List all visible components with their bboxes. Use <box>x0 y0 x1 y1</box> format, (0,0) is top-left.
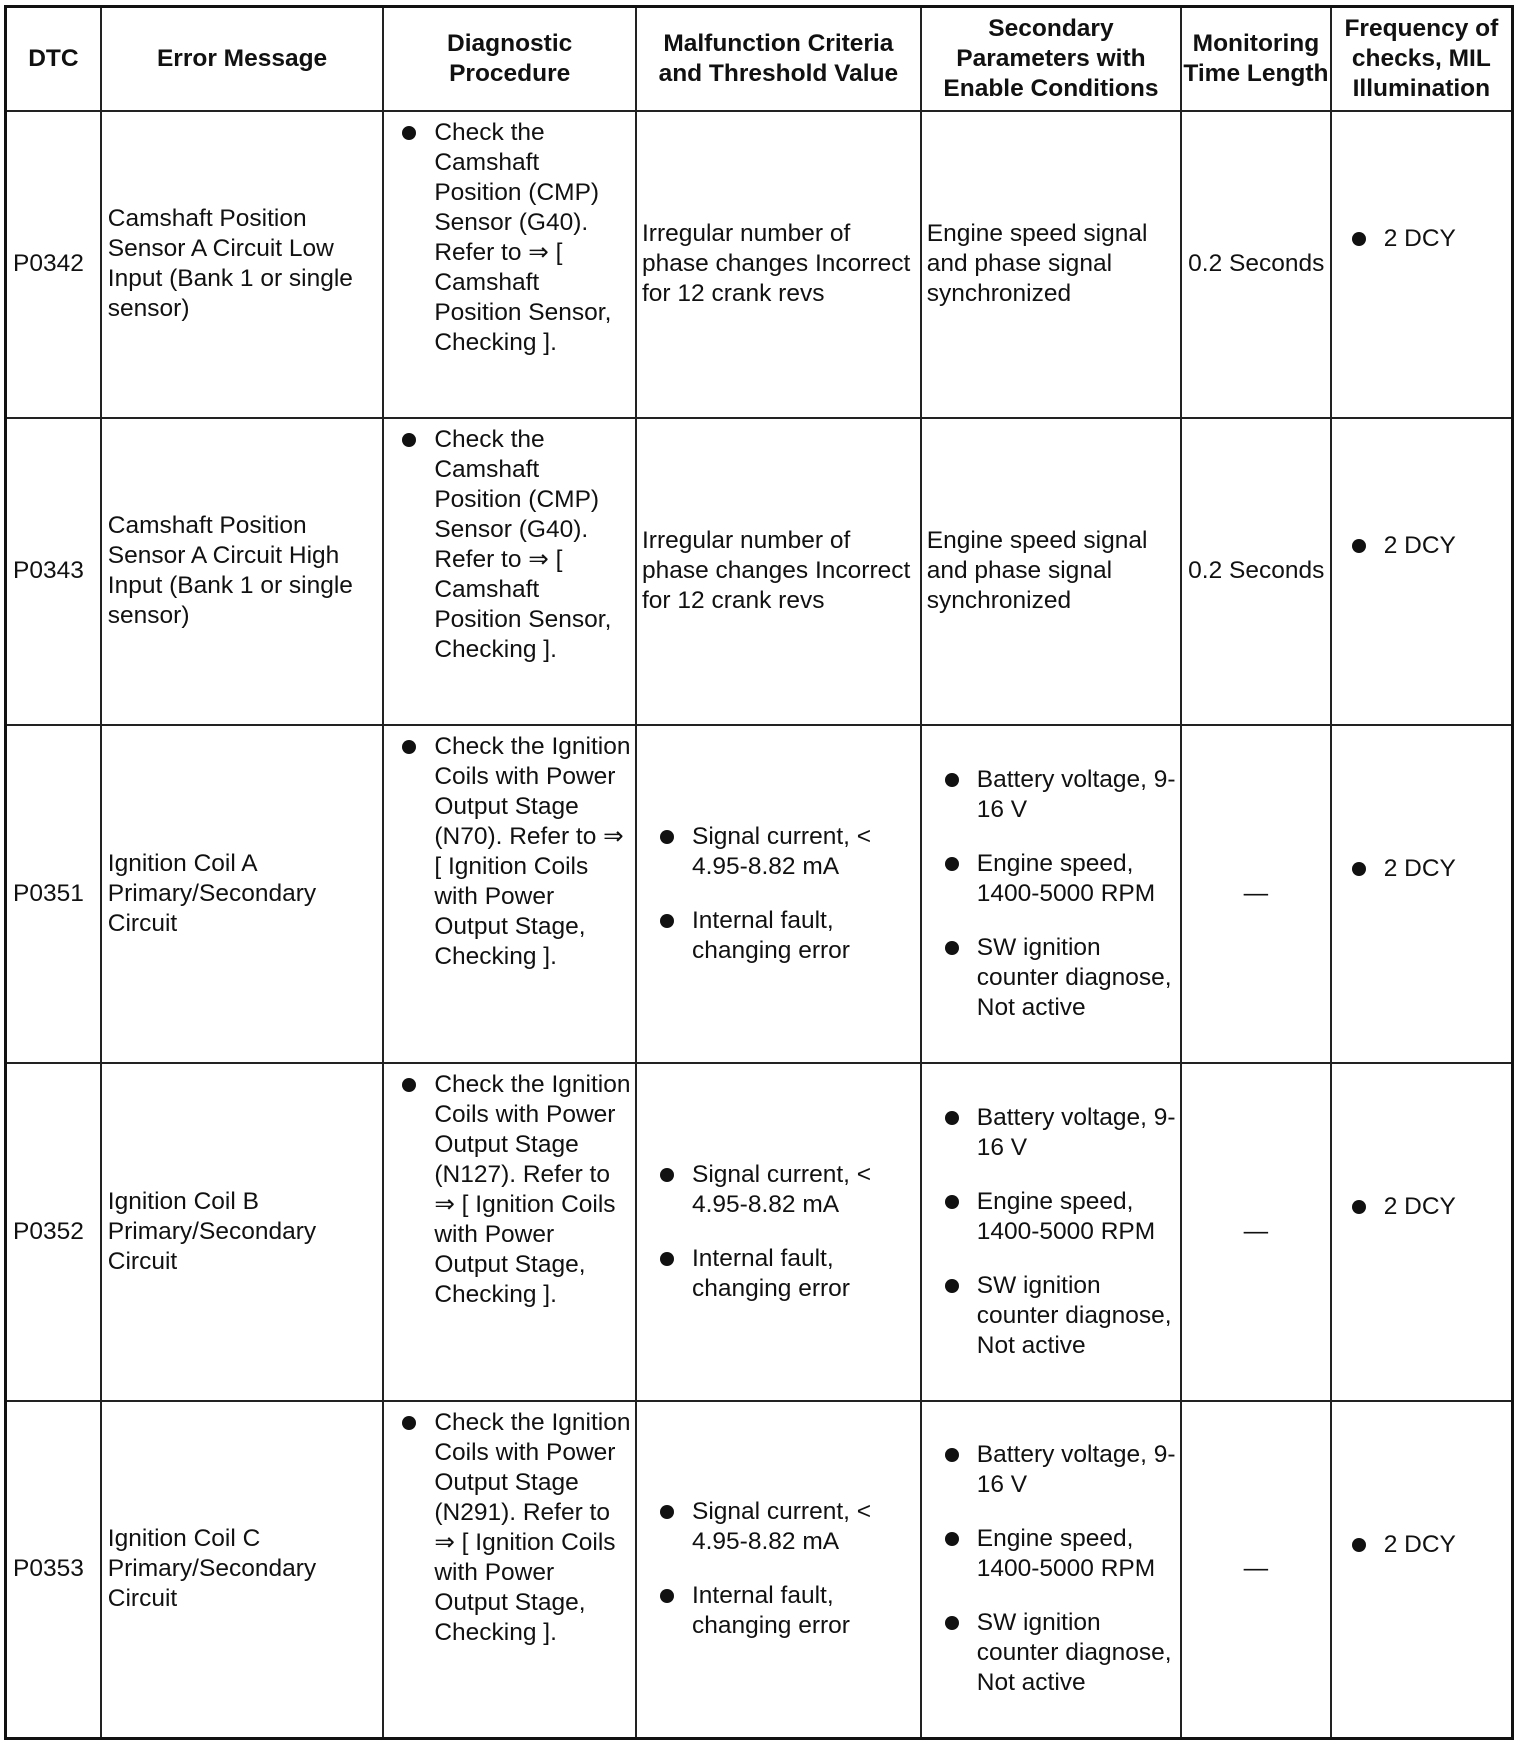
secondary-item: Engine speed, 1400-5000 RPM <box>976 849 1156 907</box>
bullet-icon <box>945 1616 959 1630</box>
secondary-parameters <box>921 1063 1181 1401</box>
malfunction-item: Signal current, < 4.95-8.82 mA <box>691 822 872 880</box>
bullet-icon <box>402 1078 416 1092</box>
bullet-icon <box>1352 862 1366 876</box>
error-message: Ignition Coil A Primary/Secondary Circuit <box>101 725 384 1063</box>
dtc-code: P0351 <box>6 725 101 1063</box>
table-row <box>6 418 1513 725</box>
frequency-text: 2 DCY <box>1383 531 1456 559</box>
malfunction-criteria <box>636 1063 921 1401</box>
frequency-cell <box>1331 418 1513 725</box>
malfunction-criteria: Irregular number of phase changes Incorrect for 12 crank revs <box>636 418 921 725</box>
procedure-text: Check the Camshaft Position (CMP) Sensor (G40). Refer to ⇒ [ Camshaft Position Sensor, Checking ]. <box>434 425 612 663</box>
bullet-icon <box>660 914 674 928</box>
dtc-code: P0342 <box>6 111 101 418</box>
header-secondary-parameters: Secondary Parameters with Enable Conditions <box>921 7 1181 111</box>
dtc-code: P0352 <box>6 1063 101 1401</box>
procedure-text: Check the Ignition Coils with Power Output Stage (N70). Refer to ⇒ [ Ignition Coils with Power Output Stage, Checking ]. <box>434 732 631 970</box>
monitoring-time: — <box>1181 1401 1331 1739</box>
secondary-parameters <box>921 1401 1181 1739</box>
diagnostic-procedure <box>383 1401 636 1739</box>
bullet-icon <box>660 830 674 844</box>
secondary-parameters: Engine speed signal and phase signal synchronized <box>921 111 1181 418</box>
secondary-item: Engine speed, 1400-5000 RPM <box>976 1187 1156 1245</box>
frequency-text: 2 DCY <box>1383 854 1456 882</box>
bullet-icon <box>1352 1538 1366 1552</box>
bullet-icon <box>1352 1200 1366 1214</box>
bullet-icon <box>945 1532 959 1546</box>
error-message: Camshaft Position Sensor A Circuit Low Input (Bank 1 or single sensor) <box>101 111 384 418</box>
procedure-text: Check the Ignition Coils with Power Output Stage (N127). Refer to ⇒ [ Ignition Coils with Power Output Stage, Checking ]. <box>434 1070 631 1308</box>
header-dtc: DTC <box>6 7 101 111</box>
bullet-icon <box>945 1279 959 1293</box>
secondary-item: SW ignition counter diagnose, Not active <box>976 933 1172 1021</box>
malfunction-item: Signal current, < 4.95-8.82 mA <box>691 1160 872 1218</box>
secondary-item: Battery voltage, 9-16 V <box>976 765 1176 823</box>
dtc-code: P0353 <box>6 1401 101 1739</box>
secondary-item: SW ignition counter diagnose, Not active <box>976 1609 1172 1697</box>
malfunction-item: Internal fault, changing error <box>691 1582 850 1640</box>
diagnostic-procedure <box>383 111 636 418</box>
frequency-text: 2 DCY <box>1383 224 1456 252</box>
bullet-icon <box>945 941 959 955</box>
dtc-code: P0343 <box>6 418 101 725</box>
malfunction-criteria <box>636 1401 921 1739</box>
header-monitoring-time: Monitoring Time Length <box>1181 7 1331 111</box>
bullet-icon <box>945 857 959 871</box>
monitoring-time: — <box>1181 725 1331 1063</box>
bullet-icon <box>945 773 959 787</box>
bullet-icon <box>402 126 416 140</box>
procedure-text: Check the Camshaft Position (CMP) Sensor (G40). Refer to ⇒ [ Camshaft Position Sensor, Checking ]. <box>434 118 612 356</box>
bullet-icon <box>1352 539 1366 553</box>
malfunction-item: Internal fault, changing error <box>691 1244 850 1302</box>
bullet-icon <box>402 1416 416 1430</box>
malfunction-item: Signal current, < 4.95-8.82 mA <box>691 1498 872 1556</box>
header-frequency: Frequency of checks, MIL Illumination <box>1331 7 1513 111</box>
secondary-parameters: Engine speed signal and phase signal synchronized <box>921 418 1181 725</box>
monitoring-time: 0.2 Seconds <box>1181 418 1331 725</box>
bullet-icon <box>660 1168 674 1182</box>
secondary-item: Engine speed, 1400-5000 RPM <box>976 1525 1156 1583</box>
diagnostic-procedure <box>383 418 636 725</box>
secondary-item: Battery voltage, 9-16 V <box>976 1103 1176 1161</box>
secondary-item: SW ignition counter diagnose, Not active <box>976 1271 1172 1359</box>
monitoring-time: 0.2 Seconds <box>1181 111 1331 418</box>
error-message: Ignition Coil C Primary/Secondary Circuit <box>101 1401 384 1739</box>
secondary-item: Battery voltage, 9-16 V <box>976 1441 1176 1499</box>
table-row <box>6 111 1513 418</box>
diagnostic-procedure <box>383 725 636 1063</box>
monitoring-time: — <box>1181 1063 1331 1401</box>
frequency-cell <box>1331 1063 1513 1401</box>
diagnostic-procedure <box>383 1063 636 1401</box>
bullet-icon <box>945 1195 959 1209</box>
bullet-icon <box>402 740 416 754</box>
header-error-message: Error Message <box>101 7 384 111</box>
secondary-parameters <box>921 725 1181 1063</box>
frequency-cell <box>1331 725 1513 1063</box>
table-row <box>6 1063 1513 1401</box>
bullet-icon <box>660 1589 674 1603</box>
bullet-icon <box>660 1252 674 1266</box>
bullet-icon <box>402 433 416 447</box>
header-diagnostic-procedure: Diagnostic Procedure <box>383 7 636 111</box>
header-row <box>6 7 1513 111</box>
malfunction-item: Internal fault, changing error <box>691 906 850 964</box>
table-row <box>6 1401 1513 1739</box>
procedure-text: Check the Ignition Coils with Power Output Stage (N291). Refer to ⇒ [ Ignition Coils with Power Output Stage, Checking ]. <box>434 1408 631 1646</box>
error-message: Camshaft Position Sensor A Circuit High Input (Bank 1 or single sensor) <box>101 418 384 725</box>
bullet-icon <box>945 1111 959 1125</box>
frequency-text: 2 DCY <box>1383 1192 1456 1220</box>
header-malfunction-criteria: Malfunction Criteria and Threshold Value <box>636 7 921 111</box>
bullet-icon <box>660 1505 674 1519</box>
bullet-icon <box>1352 232 1366 246</box>
error-message: Ignition Coil B Primary/Secondary Circuit <box>101 1063 384 1401</box>
dtc-table <box>4 5 1514 1740</box>
malfunction-criteria <box>636 725 921 1063</box>
bullet-icon <box>945 1448 959 1462</box>
table-row <box>6 725 1513 1063</box>
malfunction-criteria: Irregular number of phase changes Incorrect for 12 crank revs <box>636 111 921 418</box>
frequency-cell <box>1331 111 1513 418</box>
frequency-cell <box>1331 1401 1513 1739</box>
frequency-text: 2 DCY <box>1383 1530 1456 1558</box>
